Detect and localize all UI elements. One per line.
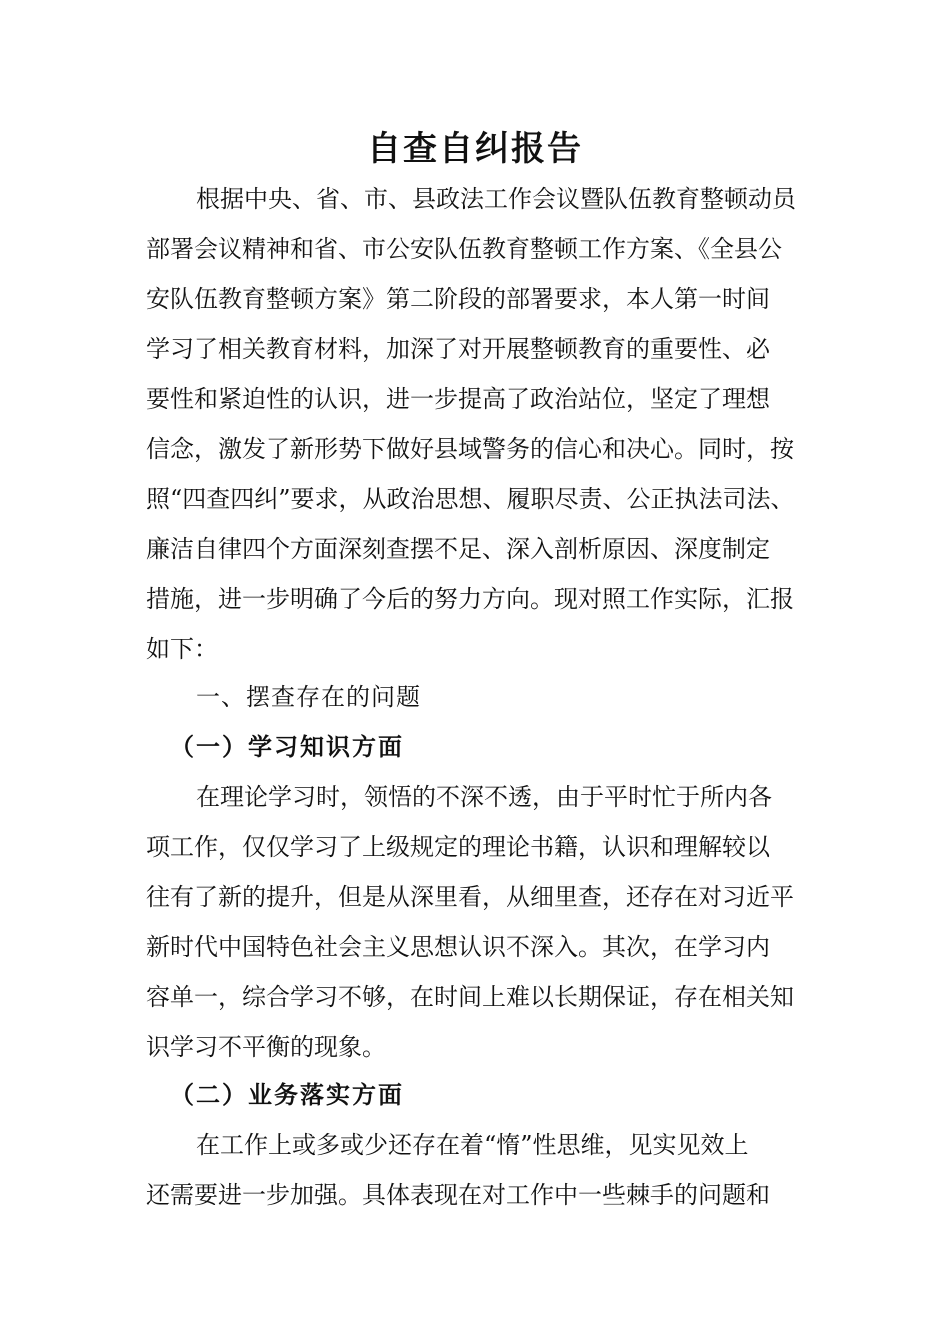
paragraph-1-line: 部署会议精神和省、市公安队伍教育整顿工作方案、《全县公 bbox=[146, 235, 782, 263]
paragraph-2-line: 在理论学习时，领悟的不深不透，由于平时忙于所内各 bbox=[196, 783, 772, 811]
paragraph-1-line: 如下： bbox=[146, 635, 218, 663]
paragraph-1-line: 安队伍教育整顿方案》第二阶段的部署要求，本人第一时间 bbox=[146, 285, 770, 313]
paragraph-1-line: 廉洁自律四个方面深刻查摆不足、深入剖析原因、深度制定 bbox=[146, 535, 770, 563]
paragraph-2-line: 项工作，仅仅学习了上级规定的理论书籍，认识和理解较以 bbox=[146, 833, 770, 861]
paragraph-1-line: 根据中央、省、市、县政法工作会议暨队伍教育整顿动员 bbox=[196, 185, 796, 213]
paragraph-2-line: 容单一，综合学习不够，在时间上难以长期保证，存在相关知 bbox=[146, 983, 794, 1011]
section-heading: 一、摆查存在的问题 bbox=[196, 683, 421, 711]
document-title: 自查自纠报告 bbox=[367, 129, 583, 169]
subsection-heading: （二）业务落实方面 bbox=[170, 1080, 404, 1109]
paragraph-2-line: 往有了新的提升，但是从深里看，从细里查，还存在对习近平 bbox=[146, 883, 794, 911]
paragraph-3-line: 在工作上或多或少还存在着“惰”性思维，见实见效上 bbox=[196, 1131, 749, 1159]
paragraph-2-line: 新时代中国特色社会主义思想认识不深入。其次，在学习内 bbox=[146, 933, 770, 961]
paragraph-1-line: 照“四查四纠”要求，从政治思想、履职尽责、公正执法司法、 bbox=[146, 485, 795, 513]
subsection-heading: （一）学习知识方面 bbox=[170, 732, 404, 761]
paragraph-1-line: 要性和紧迫性的认识，进一步提高了政治站位，坚定了理想 bbox=[146, 385, 770, 413]
paragraph-3-line: 还需要进一步加强。具体表现在对工作中一些棘手的问题和 bbox=[146, 1181, 770, 1209]
paragraph-2-line: 识学习不平衡的现象。 bbox=[146, 1033, 386, 1061]
paragraph-1-line: 措施，进一步明确了今后的努力方向。现对照工作实际，汇报 bbox=[146, 585, 794, 613]
paragraph-1-line: 学习了相关教育材料，加深了对开展整顿教育的重要性、必 bbox=[146, 335, 770, 363]
paragraph-1-line: 信念，激发了新形势下做好县域警务的信心和决心。同时，按 bbox=[146, 435, 794, 463]
